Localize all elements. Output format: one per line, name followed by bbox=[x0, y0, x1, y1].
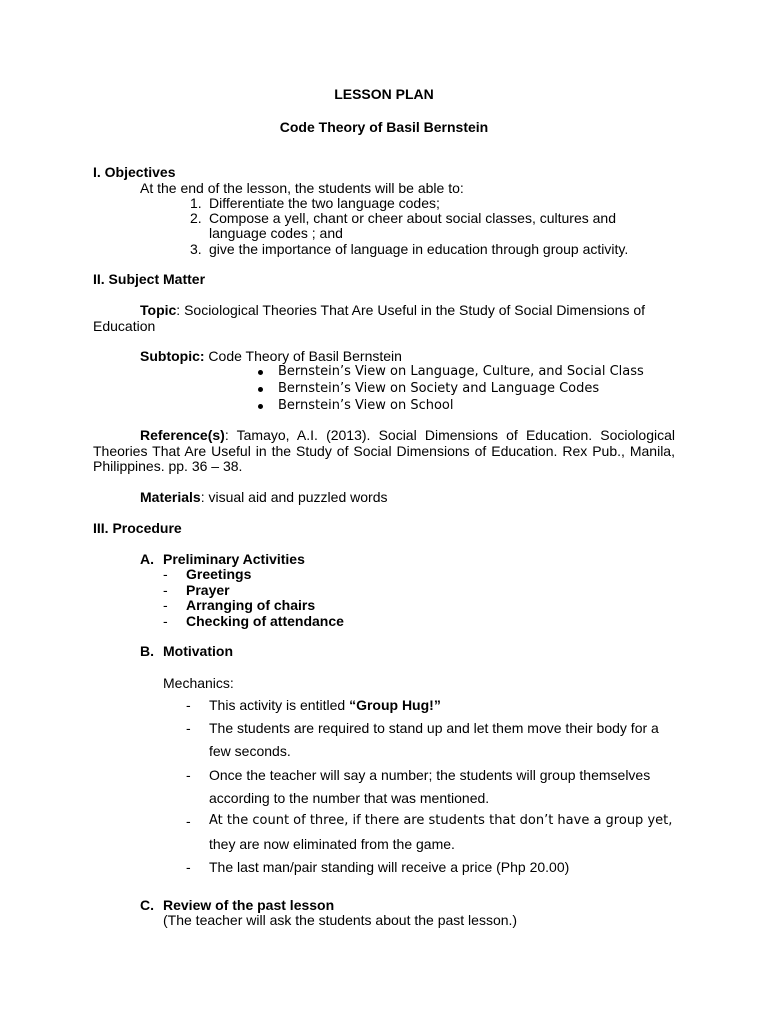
dash-marker: - bbox=[186, 859, 191, 875]
document-title: LESSON PLAN bbox=[334, 86, 434, 102]
dash-marker: - bbox=[163, 582, 168, 598]
mechanic-item-continued: few seconds. bbox=[209, 743, 291, 759]
document-subtitle: Code Theory of Basil Bernstein bbox=[279, 119, 489, 135]
objectives-intro: At the end of the lesson, the students will be able to: bbox=[140, 180, 464, 196]
motivation-heading: Motivation bbox=[163, 643, 233, 659]
topic-line bbox=[140, 302, 645, 318]
review-heading: Review of the past lesson bbox=[163, 897, 335, 913]
dash-marker: - bbox=[186, 697, 191, 713]
section-letter: B. bbox=[140, 643, 154, 659]
mechanic-item-continued: according to the number that was mentioned. bbox=[209, 790, 490, 806]
objectives-heading: I. Objectives bbox=[93, 164, 176, 180]
objective-text-continued: language codes ; and bbox=[209, 225, 343, 241]
objective-text: Compose a yell, chant or cheer about social classes, cultures and bbox=[209, 210, 616, 226]
subtopic-label: Subtopic: bbox=[140, 348, 205, 364]
reference-label: Reference(s) bbox=[140, 427, 225, 443]
mechanic-item: At the count of three, if there are students that don’t have a group yet, bbox=[209, 813, 673, 828]
topic-text-continued: Education bbox=[93, 318, 156, 334]
section-letter: C. bbox=[140, 897, 154, 913]
materials-label: Materials bbox=[140, 489, 201, 505]
subtopic-line bbox=[140, 348, 402, 364]
dash-marker: - bbox=[163, 566, 168, 582]
objective-number: 1. bbox=[190, 195, 202, 211]
subject-matter-heading: II. Subject Matter bbox=[93, 271, 206, 287]
mechanic-item: The last man/pair standing will receive a price (Php 20.00) bbox=[209, 859, 570, 875]
mechanic-text: This activity is entitled bbox=[209, 697, 350, 713]
procedure-heading: III. Procedure bbox=[93, 520, 182, 536]
subtopic-bullet-item: Bernstein’s View on School bbox=[278, 398, 454, 413]
preliminary-activities-heading: Preliminary Activities bbox=[163, 551, 305, 567]
activity-item: Greetings bbox=[186, 566, 252, 582]
dash-marker: - bbox=[163, 597, 168, 613]
topic-label: Topic bbox=[140, 302, 177, 318]
materials-line bbox=[140, 489, 387, 505]
objective-number: 3. bbox=[190, 241, 202, 257]
bullet-icon bbox=[258, 404, 263, 409]
activity-item: Checking of attendance bbox=[186, 613, 344, 629]
mechanics-label: Mechanics: bbox=[163, 675, 234, 691]
objective-text: give the importance of language in education through group activity. bbox=[209, 241, 629, 257]
activity-name: “Group Hug!” bbox=[349, 697, 441, 713]
dash-marker: - bbox=[186, 767, 191, 783]
section-letter: A. bbox=[140, 551, 154, 567]
materials-text: : visual aid and puzzled words bbox=[200, 489, 388, 505]
subtopic-text: Code Theory of Basil Bernstein bbox=[204, 348, 402, 364]
bullet-icon bbox=[258, 387, 263, 392]
objective-number: 2. bbox=[190, 210, 202, 226]
bullet-icon bbox=[258, 370, 263, 375]
dash-marker: - bbox=[186, 720, 191, 736]
mechanic-item-continued: they are now eliminated from the game. bbox=[209, 836, 455, 852]
reference-text: : Tamayo, A.I. (2013). Social Dimensions of Education. Sociological Theories That Are Useful in the Study of Social Dimensions of Education. Rex Pub., Manila, Philippines. pp. 36 – 38. bbox=[93, 427, 675, 474]
mechanic-item: Once the teacher will say a number; the students will group themselves bbox=[209, 767, 651, 783]
subtopic-bullet-item: Bernstein’s View on Society and Language Codes bbox=[278, 381, 600, 396]
activity-item: Arranging of chairs bbox=[186, 597, 316, 613]
reference-paragraph bbox=[93, 428, 675, 475]
objective-text: Differentiate the two language codes; bbox=[209, 195, 440, 211]
dash-marker: - bbox=[186, 813, 191, 829]
mechanic-item: The students are required to stand up and let them move their body for a bbox=[209, 720, 659, 736]
subtopic-bullet-item: Bernstein’s View on Language, Culture, and Social Class bbox=[278, 364, 644, 379]
dash-marker: - bbox=[163, 613, 168, 629]
activity-item: Prayer bbox=[186, 582, 230, 598]
review-text: (The teacher will ask the students about the past lesson.) bbox=[163, 912, 518, 928]
topic-text: : Sociological Theories That Are Useful in the Study of Social Dimensions of bbox=[176, 302, 646, 318]
mechanic-item bbox=[209, 697, 441, 713]
